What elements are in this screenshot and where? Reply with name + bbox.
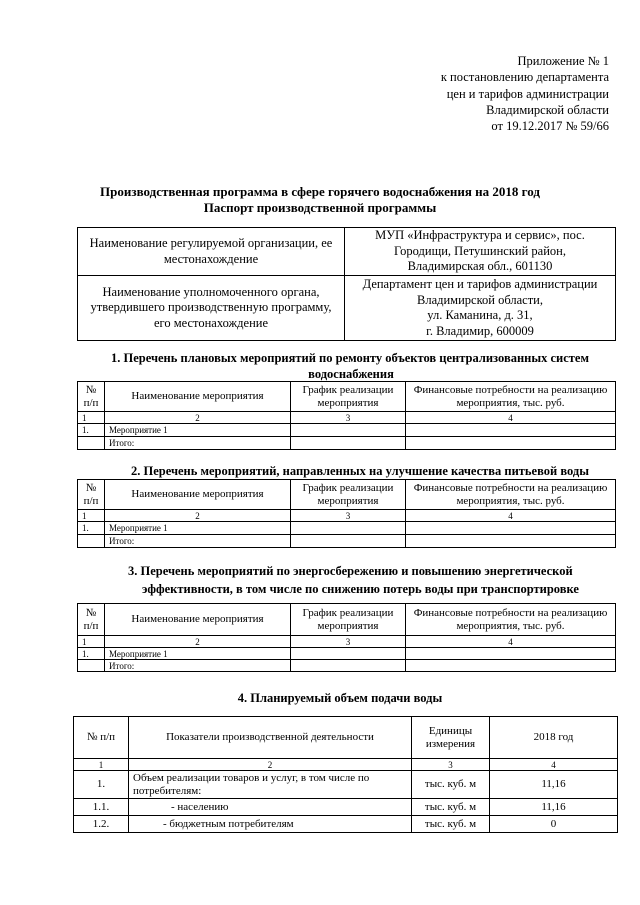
table-row bbox=[78, 424, 616, 437]
row-schedule bbox=[291, 660, 406, 672]
row-num: 1. bbox=[78, 424, 105, 437]
appendix-line: Владимирской области bbox=[486, 102, 609, 117]
row-finance bbox=[406, 437, 616, 450]
label-line: Наименование уполномоченного органа, bbox=[102, 284, 320, 299]
section-1-table bbox=[77, 381, 616, 450]
row-schedule bbox=[291, 535, 406, 548]
total-label: Итого: bbox=[105, 535, 291, 548]
row-indicator: Объем реализации товаров и услуг, в том числе по потребителям: bbox=[129, 771, 412, 799]
section-title-line: 2. Перечень мероприятий, направленных на улучшение качества питьевой воды bbox=[131, 464, 589, 478]
table-header bbox=[74, 717, 618, 759]
table-header bbox=[78, 382, 616, 412]
col-finance-header: Финансовые потребности на реализацию мероприятия, тыс. руб. bbox=[406, 382, 616, 412]
row-finance bbox=[406, 522, 616, 535]
row-finance bbox=[406, 535, 616, 548]
value-line: ул. Каманина, д. 31, bbox=[427, 308, 533, 322]
col-number: 2 bbox=[105, 510, 291, 522]
appendix-line: Приложение № 1 bbox=[517, 54, 609, 68]
total-row bbox=[78, 660, 616, 672]
value-line: Департамент цен и тарифов администрации bbox=[362, 277, 598, 291]
col-number: 1 bbox=[78, 636, 105, 648]
section-2-table bbox=[77, 479, 616, 548]
column-number-row bbox=[74, 759, 618, 771]
row-name: Мероприятие 1 bbox=[105, 648, 291, 660]
row-indicator: - бюджетным потребителям bbox=[129, 816, 412, 833]
section-1-title bbox=[111, 350, 615, 382]
col-number: 1 bbox=[74, 759, 129, 771]
row-num bbox=[78, 660, 105, 672]
section-title-line: 1. Перечень плановых мероприятий по ремонту объектов централизованных систем bbox=[111, 351, 589, 365]
row-value: 11,16 bbox=[490, 771, 618, 799]
value-line: Владимирской области, bbox=[417, 292, 543, 307]
passport-row bbox=[78, 228, 616, 276]
section-3-table bbox=[77, 603, 616, 672]
col-number: 4 bbox=[406, 636, 616, 648]
document-title bbox=[0, 184, 640, 216]
col-number: 2 bbox=[105, 636, 291, 648]
value-line: г. Владимир, 600009 bbox=[426, 323, 534, 338]
row-unit: тыс. куб. м bbox=[412, 799, 490, 816]
row-unit: тыс. куб. м bbox=[412, 771, 490, 799]
column-number-row bbox=[78, 412, 616, 424]
label-line: его местонахождение bbox=[153, 315, 269, 330]
passport-value bbox=[345, 228, 616, 276]
col-number: 3 bbox=[291, 412, 406, 424]
col-number: 2 bbox=[105, 412, 291, 424]
row-unit: тыс. куб. м bbox=[412, 816, 490, 833]
passport-label: Наименование регулируемой организации, ее местонахождение bbox=[78, 228, 345, 276]
row-schedule bbox=[291, 424, 406, 437]
passport-row bbox=[78, 276, 616, 341]
row-num bbox=[78, 437, 105, 450]
column-number-row bbox=[78, 636, 616, 648]
row-schedule bbox=[291, 648, 406, 660]
section-title-line: 4. Планируемый объем подачи воды bbox=[237, 691, 443, 705]
appendix-line: к постановлению департамента bbox=[440, 70, 609, 85]
passport-value bbox=[345, 276, 616, 341]
col-unit-header: Единицы измерения bbox=[412, 717, 490, 759]
table-row bbox=[78, 648, 616, 660]
title-line: Производственная программа в сфере горячего водоснабжения на 2018 год bbox=[100, 184, 540, 199]
row-num: 1. bbox=[78, 522, 105, 535]
section-3-title bbox=[124, 563, 624, 597]
col-num-header: № п/п bbox=[78, 382, 105, 412]
col-year-header: 2018 год bbox=[490, 717, 618, 759]
col-num-header: № п/п bbox=[74, 717, 129, 759]
title-subline: Паспорт производственной программы bbox=[203, 200, 437, 215]
label-line: утвердившего производственную программу, bbox=[90, 300, 332, 315]
row-schedule bbox=[291, 437, 406, 450]
row-num: 1. bbox=[74, 771, 129, 799]
col-indicator-header: Показатели производственной деятельности bbox=[129, 717, 412, 759]
section-title-line: эффективности, в том числе по снижению потерь воды при транспортировке bbox=[142, 582, 579, 596]
col-num-header: № п/п bbox=[78, 480, 105, 510]
col-number: 1 bbox=[78, 510, 105, 522]
row-name: Мероприятие 1 bbox=[105, 522, 291, 535]
table-row bbox=[74, 771, 618, 799]
appendix-header bbox=[441, 53, 609, 134]
col-number: 4 bbox=[406, 510, 616, 522]
section-4-title bbox=[0, 690, 640, 706]
col-name-header: Наименование мероприятия bbox=[105, 604, 291, 636]
row-finance bbox=[406, 660, 616, 672]
section-4-table bbox=[73, 716, 618, 833]
table-header bbox=[78, 480, 616, 510]
table-header bbox=[78, 604, 616, 636]
col-name-header: Наименование мероприятия bbox=[105, 382, 291, 412]
total-row bbox=[78, 535, 616, 548]
col-number: 3 bbox=[291, 636, 406, 648]
col-name-header: Наименование мероприятия bbox=[105, 480, 291, 510]
row-num: 1. bbox=[78, 648, 105, 660]
appendix-line: цен и тарифов администрации bbox=[446, 86, 609, 101]
col-number: 4 bbox=[490, 759, 618, 771]
total-label: Итого: bbox=[105, 437, 291, 450]
appendix-line: от 19.12.2017 № 59/66 bbox=[491, 119, 609, 134]
total-row bbox=[78, 437, 616, 450]
row-finance bbox=[406, 648, 616, 660]
col-number: 3 bbox=[412, 759, 490, 771]
value-line: МУП «Инфраструктура и сервис», пос. bbox=[375, 228, 585, 243]
value-line: Владимирская обл., 601130 bbox=[407, 259, 553, 274]
row-finance bbox=[406, 424, 616, 437]
row-value: 11,16 bbox=[490, 799, 618, 816]
table-row bbox=[74, 816, 618, 833]
row-indicator: - населению bbox=[129, 799, 412, 816]
row-schedule bbox=[291, 522, 406, 535]
col-num-header: № п/п bbox=[78, 604, 105, 636]
col-schedule-header: График реализации мероприятия bbox=[291, 480, 406, 510]
col-finance-header: Финансовые потребности на реализацию мероприятия, тыс. руб. bbox=[406, 604, 616, 636]
col-finance-header: Финансовые потребности на реализацию мероприятия, тыс. руб. bbox=[406, 480, 616, 510]
row-value: 0 bbox=[490, 816, 618, 833]
passport-label bbox=[78, 276, 345, 341]
row-num bbox=[78, 535, 105, 548]
total-label: Итого: bbox=[105, 660, 291, 672]
col-number: 1 bbox=[78, 412, 105, 424]
value-line: Городищи, Петушинский район, bbox=[394, 243, 566, 258]
table-row bbox=[74, 799, 618, 816]
section-title-line: 3. Перечень мероприятий по энергосбережению и повышению энергетической bbox=[128, 564, 573, 578]
column-number-row bbox=[78, 510, 616, 522]
row-num: 1.2. bbox=[74, 816, 129, 833]
col-schedule-header: График реализации мероприятия bbox=[291, 604, 406, 636]
row-num: 1.1. bbox=[74, 799, 129, 816]
section-2-title bbox=[131, 463, 621, 479]
col-number: 3 bbox=[291, 510, 406, 522]
col-number: 2 bbox=[129, 759, 412, 771]
row-name: Мероприятие 1 bbox=[105, 424, 291, 437]
col-number: 4 bbox=[406, 412, 616, 424]
passport-table bbox=[77, 227, 616, 341]
table-row bbox=[78, 522, 616, 535]
col-schedule-header: График реализации мероприятия bbox=[291, 382, 406, 412]
section-title-line: водоснабжения bbox=[308, 367, 394, 381]
